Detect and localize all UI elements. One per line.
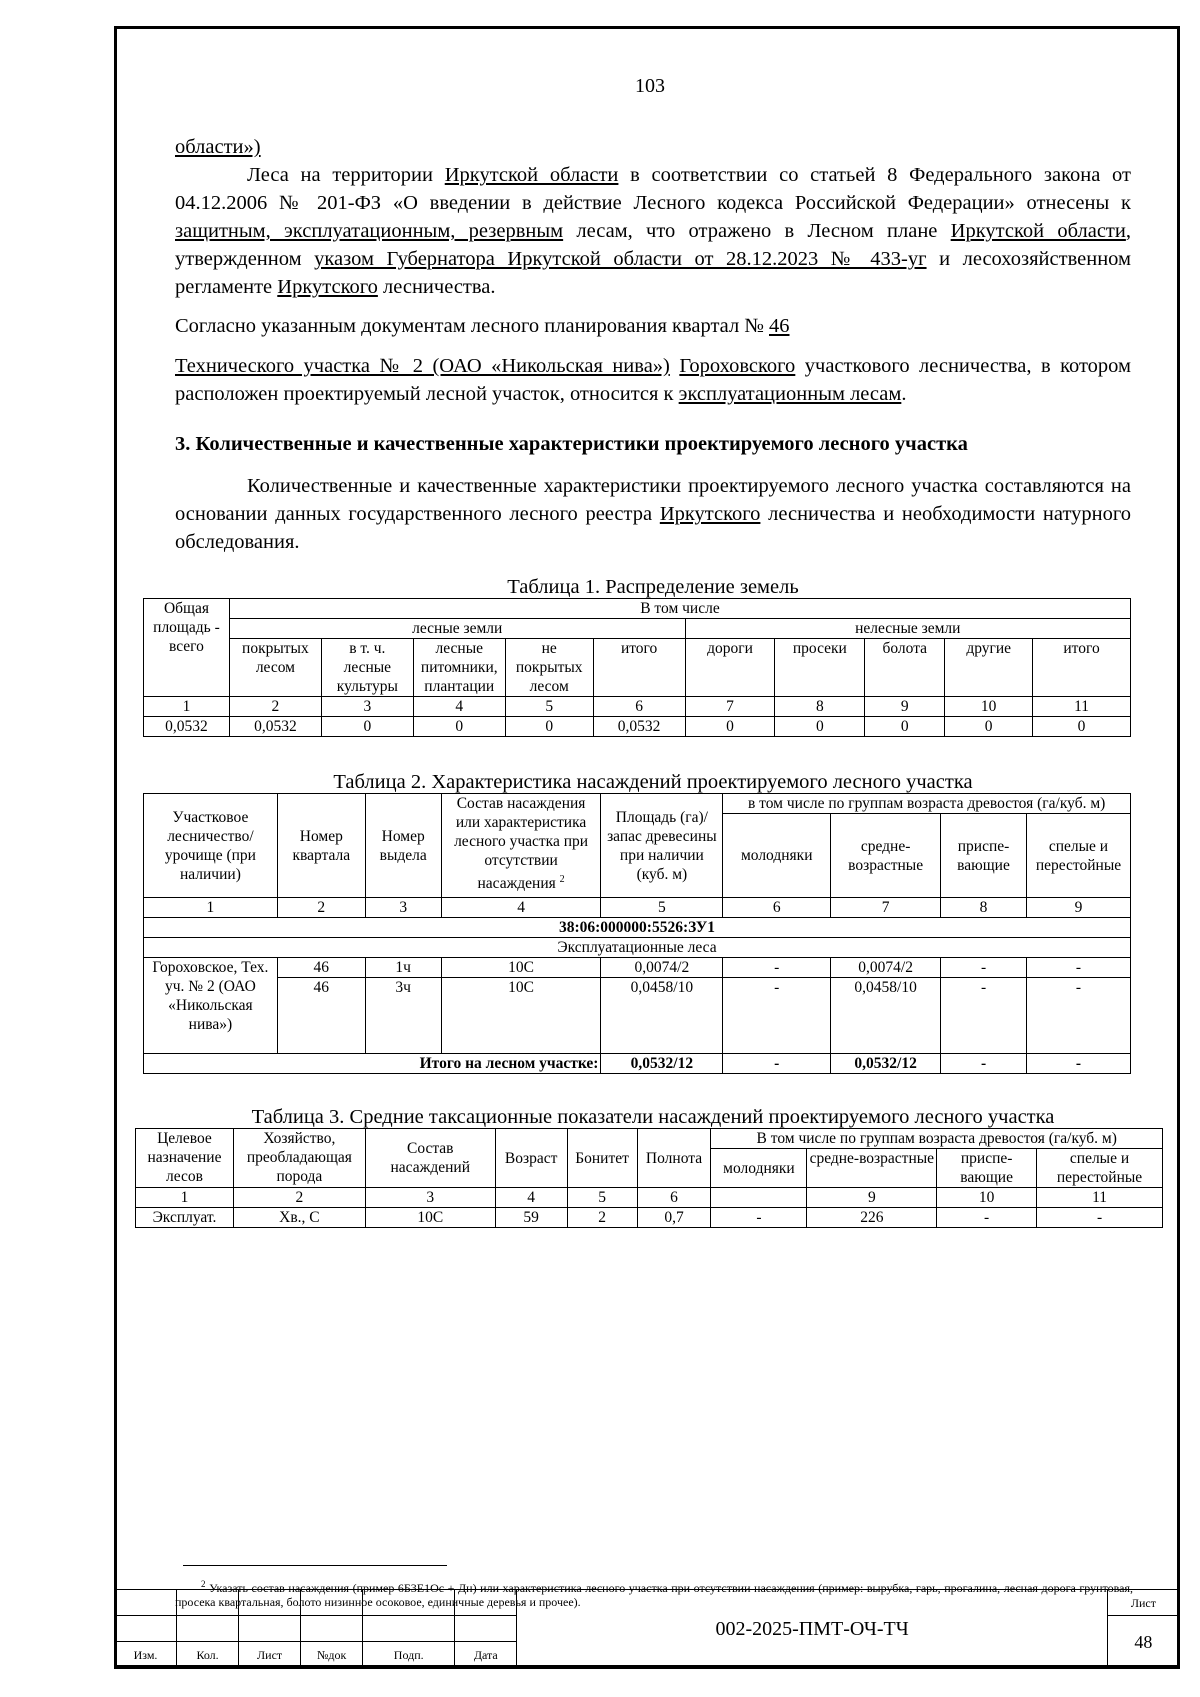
table3-number-row — [136, 1188, 1163, 1208]
table3-caption: Таблица 3. Средние таксационные показатели насаждений проектируемого лесного участка — [251, 1106, 1055, 1128]
table-cell: 0 — [413, 717, 505, 737]
table3-header: Возраст — [495, 1129, 567, 1188]
table-cell: 0,0074/2 — [831, 958, 941, 978]
table-cell: 10 — [945, 697, 1033, 717]
table2-subheader: молодняки — [723, 814, 831, 898]
table-cell: 2 — [229, 697, 321, 717]
table-cell: 8 — [941, 898, 1027, 918]
footnote-mark: 2 — [201, 1579, 206, 1589]
table-cell: 0,0532 — [144, 717, 230, 737]
table-cell: - — [1037, 1208, 1163, 1228]
table-cell: 0,0532 — [593, 717, 685, 737]
stamp-cell — [363, 1616, 455, 1642]
text: участкового лесничества, в котором расположен проектируемый лесной участок, относится к — [175, 355, 1132, 405]
table1-col: болота — [865, 639, 945, 697]
table-cell: Хв., С — [233, 1208, 365, 1228]
footnote-ref: 2 — [559, 874, 565, 885]
stamp-cell — [455, 1590, 517, 1616]
stamp-label: Лист — [239, 1642, 301, 1669]
paragraph-characteristics — [175, 472, 1131, 556]
table-cell: - — [1026, 958, 1130, 978]
text-underlined: Иркутской области — [950, 220, 1126, 242]
table2-caption: Таблица 2. Характеристика насаждений проектируемого лесного участка — [333, 771, 973, 793]
table-cell: 59 — [495, 1208, 567, 1228]
stamp-cell — [115, 1616, 177, 1642]
table-cell: - — [723, 1054, 831, 1074]
table-cell: 9 — [1026, 898, 1130, 918]
table-cell: 2 — [233, 1188, 365, 1208]
table-cell: 3 — [321, 697, 413, 717]
table2 — [143, 793, 1131, 1074]
table-row — [144, 958, 1131, 978]
text: Леса на территории — [247, 164, 445, 186]
stamp-label: Дата — [455, 1642, 517, 1669]
text-underlined: защитным, эксплуатационным, резервным — [175, 220, 564, 242]
text-underlined: Технического участка № 2 (ОАО «Никольская нива») — [175, 355, 670, 377]
text-underlined: эксплуатационным лесам — [678, 383, 902, 405]
table3-subheader: молодняки — [711, 1149, 807, 1188]
table-cell: 10С — [365, 1208, 495, 1228]
paragraph-district — [175, 352, 1131, 408]
table-cell: 0,0458/10 — [601, 978, 723, 1054]
page-number: 103 — [635, 75, 665, 97]
table-cell: 4 — [441, 898, 601, 918]
table3 — [135, 1128, 1163, 1228]
table-cell: 0,0532/12 — [831, 1054, 941, 1074]
table2-header: Номер выдела — [365, 794, 441, 898]
sheet-label: Лист — [1107, 1590, 1179, 1616]
stamp-label: Подп. — [363, 1642, 455, 1669]
table2-header — [441, 794, 601, 898]
text-underlined: Гороховского — [679, 355, 796, 377]
text-underlined: Иркутской области — [444, 164, 619, 186]
table-cell: 1 — [136, 1188, 234, 1208]
table-cell: - — [723, 958, 831, 978]
table-cell: 46 — [277, 978, 365, 1054]
table1-col: не покрытых лесом — [505, 639, 593, 697]
stamp-cell — [301, 1590, 363, 1616]
table-cell: - — [1026, 978, 1130, 1054]
table1 — [143, 598, 1131, 737]
text: лесничества и необходимости натурного обследования. — [175, 503, 1131, 553]
table-cell: 0 — [775, 717, 865, 737]
table-cell: - — [711, 1208, 807, 1228]
table-cell: 10С — [441, 978, 601, 1054]
table-cell: - — [723, 978, 831, 1054]
table2-cadastral-number: 38:06:000000:5526:ЗУ1 — [144, 918, 1131, 938]
table2-subheader: приспе-вающие — [941, 814, 1027, 898]
table-cell: 0,0458/10 — [831, 978, 941, 1054]
table-row — [136, 1208, 1163, 1228]
text-underlined: области») — [175, 136, 261, 158]
table1-header-total: Общая площадь - всего — [144, 599, 230, 697]
table-row — [144, 978, 1131, 1054]
table1-number-row — [144, 697, 1131, 717]
table-cell: 0,0074/2 — [601, 958, 723, 978]
table-cell: 7 — [685, 697, 775, 717]
title-block — [114, 1589, 1180, 1668]
table-cell: 10 — [937, 1188, 1037, 1208]
table3-header: Бонитет — [567, 1129, 637, 1188]
table1-col: другие — [945, 639, 1033, 697]
stamp-cell — [363, 1590, 455, 1616]
text: , утвержденном — [175, 220, 1131, 270]
table2-header: Номер квартала — [277, 794, 365, 898]
table-cell: 5 — [567, 1188, 637, 1208]
table3-header: Полнота — [637, 1129, 711, 1188]
table2-forest-type: Эксплуатационные леса — [144, 938, 1131, 958]
table1-header-forest: лесные земли — [229, 619, 685, 639]
sheet-number: 48 — [1107, 1616, 1179, 1669]
table1-col: итого — [593, 639, 685, 697]
table-cell — [711, 1188, 807, 1208]
table-cell: 4 — [495, 1188, 567, 1208]
section-heading: 3. Количественные и качественные характеристики проектируемого лесного участка — [175, 433, 968, 455]
table-cell: - — [937, 1208, 1037, 1228]
table3-header: Состав насаждений — [365, 1129, 495, 1188]
text: . — [901, 383, 907, 405]
stamp-cell — [239, 1590, 301, 1616]
table3-header: Целевое назначение лесов — [136, 1129, 234, 1188]
table1-caption: Таблица 1. Распределение земель — [507, 576, 799, 598]
table-cell: 11 — [1037, 1188, 1163, 1208]
table3-subheader: средне-возрастные — [807, 1149, 937, 1188]
table2-header-group: в том числе по группам возраста древостоя (га/куб. м) — [723, 794, 1131, 814]
stamp-cell — [301, 1616, 363, 1642]
text: Количественные и качественные характеристики проектируемого лесного участка составляются на основании данных государственного лесного реестра — [175, 475, 1131, 525]
table-cell: 0,0532 — [229, 717, 321, 737]
table-cell: 0,0532/12 — [601, 1054, 723, 1074]
table-cell: 11 — [1033, 697, 1131, 717]
text — [670, 355, 679, 377]
stamp-label: Изм. — [115, 1642, 177, 1669]
stamp-cell — [239, 1616, 301, 1642]
document-code: 002-2025-ПМТ-ОЧ-ТЧ — [517, 1590, 1108, 1669]
text-underlined: указом Губернатора Иркутской области от 28.12.2023 № 433-уг — [314, 248, 927, 270]
text: лесничества. — [377, 276, 496, 298]
table-cell: 5 — [601, 898, 723, 918]
paragraph-forest-status — [175, 161, 1131, 301]
table-cell: 0 — [321, 717, 413, 737]
table-cell: - — [1026, 1054, 1130, 1074]
text: Согласно указанным документам лесного планирования квартал № — [175, 315, 769, 337]
table-cell: 6 — [637, 1188, 711, 1208]
stamp-label: Кол. — [177, 1642, 239, 1669]
table2-number-row — [144, 898, 1131, 918]
table-cell: 0 — [945, 717, 1033, 737]
table2-header-text: Состав насаждения или характеристика лесного участка при отсутствии насаждения — [454, 795, 589, 893]
table-cell: 3 — [365, 1188, 495, 1208]
footnote-text: Указать состав насаждения (пример 6Б3Е1Ос + Дн) или характеристика лесного участка при отсутствии насаждения (пример: вырубка, гарь, прогалина, лесная дорога грунтовая, просека квартальная, болото низинное осоковое, единичные деревья и прочее). — [175, 1581, 1133, 1609]
table-cell: 3 — [365, 898, 441, 918]
stamp-cell — [177, 1616, 239, 1642]
table2-subheader: спелые и перестойные — [1026, 814, 1130, 898]
text: лесам, что отражено в Лесном плане — [563, 220, 951, 242]
table1-col: в т. ч. лесные культуры — [321, 639, 413, 697]
table2-header: Участковое лесничество/ урочище (при наличии) — [144, 794, 278, 898]
table1-col: лесные питомники, плантации — [413, 639, 505, 697]
table-cell: 8 — [775, 697, 865, 717]
table2-total-label: Итого на лесном участке: — [144, 1054, 601, 1074]
stamp-cell — [115, 1590, 177, 1616]
table-cell: 4 — [413, 697, 505, 717]
text: в соответствии со статьей 8 Федерального закона от 04.12.2006 № 201-ФЗ «О введении в действие Лесного кодекса Российской Федерации» отнесены к — [175, 164, 1131, 214]
table-cell: Эксплуат. — [136, 1208, 234, 1228]
table-cell: 5 — [505, 697, 593, 717]
table1-header-nonforest: нелесные земли — [685, 619, 1130, 639]
table-cell: 0 — [1033, 717, 1131, 737]
table1-header-incl: В том числе — [229, 599, 1130, 619]
stamp-label: №док — [301, 1642, 363, 1669]
paragraph-continuation — [175, 133, 1131, 161]
page-frame — [114, 26, 1180, 1668]
text-underlined: Иркутского — [277, 276, 378, 298]
table-cell: 0 — [865, 717, 945, 737]
table-cell: 6 — [593, 697, 685, 717]
table-cell: 1 — [144, 898, 278, 918]
table-cell: 0,7 — [637, 1208, 711, 1228]
table1-col: просеки — [775, 639, 865, 697]
table-cell: 10С — [441, 958, 601, 978]
table1-col: итого — [1033, 639, 1131, 697]
table1-col: покрытых лесом — [229, 639, 321, 697]
paragraph-quarter — [175, 312, 1131, 340]
table2-district: Гороховское, Тех. уч. № 2 (ОАО «Никольская нива») — [144, 958, 278, 1054]
table-cell: 6 — [723, 898, 831, 918]
text-underlined: 46 — [769, 315, 790, 337]
table-cell: 7 — [831, 898, 941, 918]
table2-subheader: средне-возрастные — [831, 814, 941, 898]
table-cell: 0 — [505, 717, 593, 737]
table2-total-row — [144, 1054, 1131, 1074]
table3-header-group: В том числе по группам возраста древостоя (га/куб. м) — [711, 1129, 1163, 1149]
table-cell: 2 — [277, 898, 365, 918]
text-underlined: Иркутского — [659, 503, 761, 525]
table-cell: 0 — [685, 717, 775, 737]
table1-col: дороги — [685, 639, 775, 697]
footnote-separator — [183, 1565, 447, 1566]
table-cell: - — [941, 978, 1027, 1054]
stamp-cell — [177, 1590, 239, 1616]
stamp-cell — [455, 1616, 517, 1642]
table1-value-row — [144, 717, 1131, 737]
table-cell: 1ч — [365, 958, 441, 978]
table-cell: 226 — [807, 1208, 937, 1228]
page-content — [147, 133, 1143, 1228]
table2-header: Площадь (га)/запас древесины при наличии (куб. м) — [601, 794, 723, 898]
table-cell: 1 — [144, 697, 230, 717]
table-cell: - — [941, 1054, 1027, 1074]
table-cell: 2 — [567, 1208, 637, 1228]
table-cell: 46 — [277, 958, 365, 978]
table-cell: - — [941, 958, 1027, 978]
table3-header: Хозяйство, преобладающая порода — [233, 1129, 365, 1188]
table-cell: 9 — [865, 697, 945, 717]
table-cell: 3ч — [365, 978, 441, 1054]
table3-subheader: спелые и перестойные — [1037, 1149, 1163, 1188]
table3-subheader: приспе-вающие — [937, 1149, 1037, 1188]
text: и лесохозяйственном регламенте — [175, 248, 1132, 298]
table-cell: 9 — [807, 1188, 937, 1208]
